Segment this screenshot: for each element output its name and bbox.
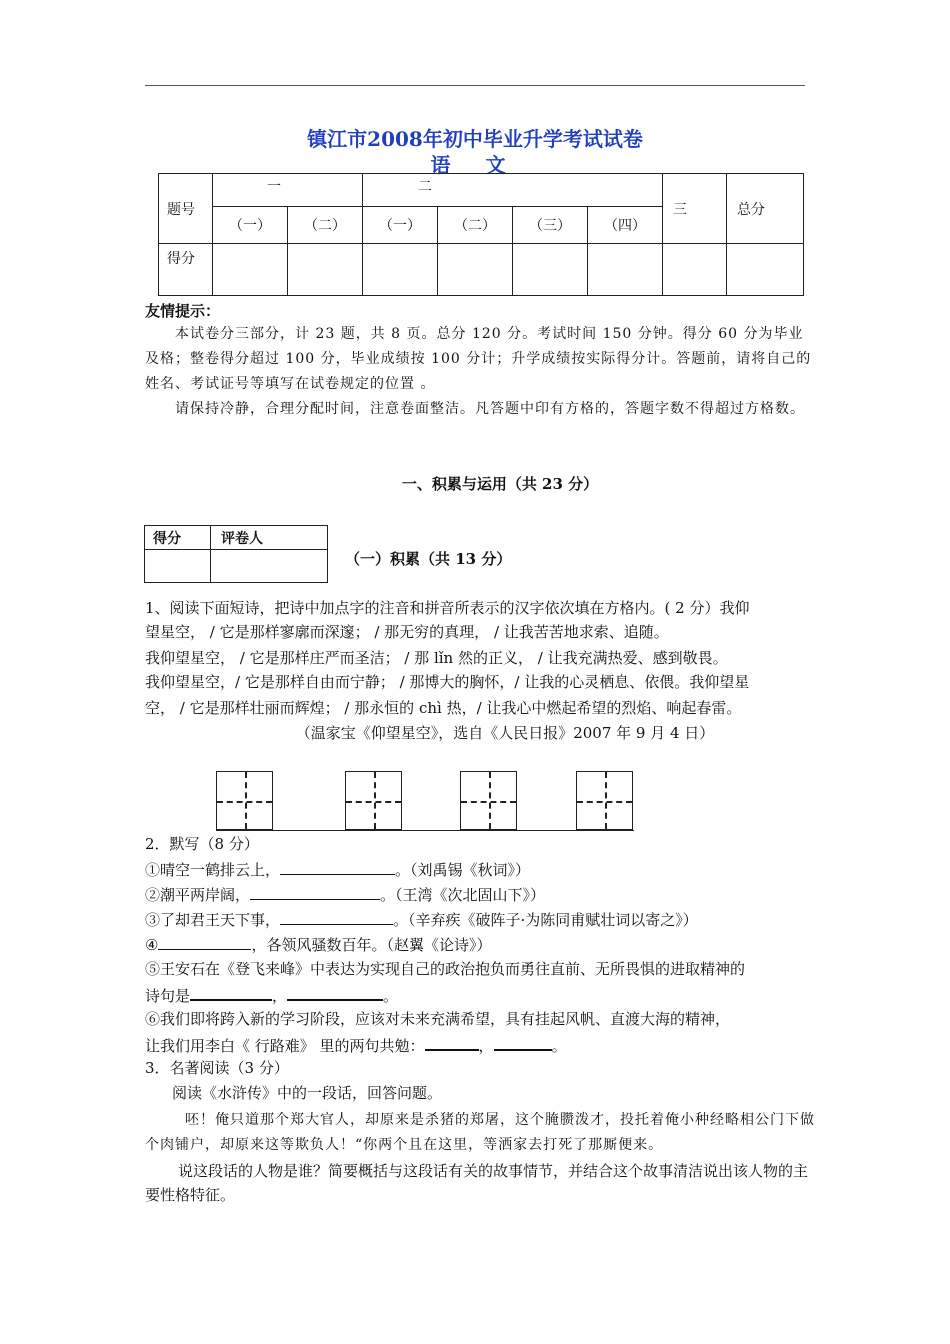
tihao-label: 题号 [159, 174, 213, 244]
q2-e-comma: ， [272, 987, 288, 1005]
section-1-header: 一 [213, 174, 363, 207]
q2-f-suffix: 。 [551, 1037, 567, 1055]
q1-line-2: 望星空， / 它是那样寥廓而深邃； / 那无穷的真理， / 让我苦苦地求索、追随。 [145, 623, 669, 641]
tips-paragraph-1: 本试卷分三部分，计 23 题，共 8 页。总分 120 分。考试时间 150 分钟。得分 60 分为毕业及格；整卷得分超过 100 分，毕业成绩按 100 分计；升学成绩按实际得分计。答题前，请将自己的姓名、考试证号等填写在试卷规定的位置 。 [145, 326, 812, 392]
q2-e-blank-2[interactable] [287, 983, 383, 1001]
sub-2-3: （三） [513, 207, 588, 244]
q2-c-blank[interactable] [280, 908, 393, 925]
q3-question: 说这段话的人物是谁？简要概括与这段话有关的故事情节，并结合这个故事清洁说出该人物的主要性格特征。 [145, 1162, 809, 1204]
section-3-header: 三 [663, 174, 727, 244]
grader-name-cell [211, 550, 328, 583]
q2-a-blank[interactable] [280, 858, 395, 875]
q3-intro: 阅读《水浒传》中的一段话，回答问题。 [172, 1084, 443, 1102]
q2-b-blank[interactable] [250, 883, 380, 900]
q2-item-e-line-1: ⑤王安石在《登飞来峰》中表达为实现自己的政治抱负而勇往直前、无所畏惧的进取精神的 [145, 960, 746, 978]
subsection-heading: （一）积累（共 13 分） [345, 550, 512, 568]
q2-a-prefix: ①晴空一鹤排云上， [145, 861, 281, 879]
score-cell [588, 244, 663, 296]
q2-b-suffix: 。（王湾《次北固山下》） [380, 886, 546, 904]
tips-heading: 友情提示： [145, 302, 221, 320]
q2-c-suffix: 。（辛弃疾《破阵子·为陈同甫赋壮词以寄之》） [393, 911, 698, 929]
answer-grid-box[interactable] [216, 771, 273, 830]
q2-c-prefix: ③了却君王天下事， [145, 911, 281, 929]
top-rule [145, 85, 805, 86]
score-table [158, 173, 804, 296]
score-cell [438, 244, 513, 296]
defen-label: 得分 [159, 244, 213, 296]
q2-f-prefix: 让我们用李白《 行路难》 里的两句共勉： [145, 1037, 425, 1055]
q3-quote: 呸！俺只道那个郑大官人，却原来是杀猪的郑屠，这个腌臜泼才，投托着俺小种经略相公门下做个肉铺户，却原来这等欺负人！“你两个且在这里，等洒家去打死了那厮便来。 [145, 1112, 815, 1153]
q2-b-prefix: ②潮平两岸阔， [145, 886, 251, 904]
score-cell [663, 244, 727, 296]
q2-f-comma: ， [478, 1037, 494, 1055]
subject-title: 语 文 [430, 153, 520, 177]
part1-heading: 一、积累与运用（共 23 分） [401, 475, 599, 493]
q2-e-blank-1[interactable] [190, 983, 272, 1001]
q2-a-suffix: 。（刘禹锡《秋词》） [395, 861, 531, 879]
answer-grid-box[interactable] [345, 771, 402, 830]
q2-f-blank-1[interactable] [425, 1033, 479, 1051]
score-cell [213, 244, 288, 296]
q2-e-prefix: 诗句是 [145, 987, 191, 1005]
section-2-header: 二 [363, 174, 663, 207]
sub-1-1: （一） [213, 207, 288, 244]
sub-1-2: （二） [288, 207, 363, 244]
q2-d-prefix: ④ [145, 936, 159, 954]
grader-score-cell [145, 550, 211, 583]
q2-item-f-line-1: ⑥我们即将跨入新的学习阶段，应该对未来充满希望，具有挂起风帆、直渡大海的精神， [145, 1010, 731, 1028]
q2-item-b [145, 883, 815, 907]
q2-e-suffix: 。 [383, 987, 399, 1005]
answer-grid-box[interactable] [460, 771, 517, 830]
q2-item-c [145, 908, 815, 932]
grader-box [144, 525, 328, 583]
score-cell [727, 244, 804, 296]
exam-title: 镇江市2008年初中毕业升学考试试卷 [307, 127, 643, 151]
score-cell [363, 244, 438, 296]
sub-2-1: （一） [363, 207, 438, 244]
grader-name-label: 评卷人 [211, 526, 328, 550]
q2-d-suffix: ，各领风骚数百年。（赵翼《论诗》） [251, 936, 492, 954]
q2-heading: 2．默写（8 分） [145, 835, 259, 853]
total-header: 总分 [727, 174, 804, 244]
q1-source: （温家宝《仰望星空》，选自《人民日报》2007 年 9 月 4 日） [295, 724, 715, 742]
q1-line-1: 1、阅读下面短诗，把诗中加点字的注音和拼音所表示的汉字依次填在方格内。( 2 分）我仰 [145, 599, 750, 617]
sub-2-4: （四） [588, 207, 663, 244]
score-cell [288, 244, 363, 296]
q2-f-blank-2[interactable] [494, 1033, 552, 1051]
q3-heading: 3．名著阅读（3 分） [145, 1059, 289, 1077]
q1-line-4: 我仰望星空，/ 它是那样自由而宁静； / 那博大的胸怀，/ 让我的心灵栖息、依偎。我仰望星 [145, 673, 750, 691]
answer-grid-box[interactable] [576, 771, 633, 830]
q2-item-a [145, 858, 815, 882]
sub-2-2: （二） [438, 207, 513, 244]
grader-score-label: 得分 [145, 526, 211, 550]
q1-line-5: 空， / 它是那样壮丽而辉煌； / 那永恒的 chì 热，/ 让我心中燃起希望的烈焰、响起春雷。 [145, 699, 742, 717]
q2-item-d [145, 933, 815, 957]
grid-baseline [216, 830, 634, 831]
q2-d-blank[interactable] [158, 933, 251, 950]
score-cell [513, 244, 588, 296]
q1-line-3: 我仰望星空， / 它是那样庄严而圣洁； / 那 lǐn 然的正义， / 让我充满热爱、感到敬畏。 [145, 649, 728, 667]
tips-paragraph-2: 请保持冷静，合理分配时间，注意卷面整洁。凡答题中印有方格的，答题字数不得超过方格数。 [175, 401, 805, 417]
q2-item-f-line-2 [145, 1033, 815, 1058]
q2-item-e-line-2 [145, 983, 815, 1008]
